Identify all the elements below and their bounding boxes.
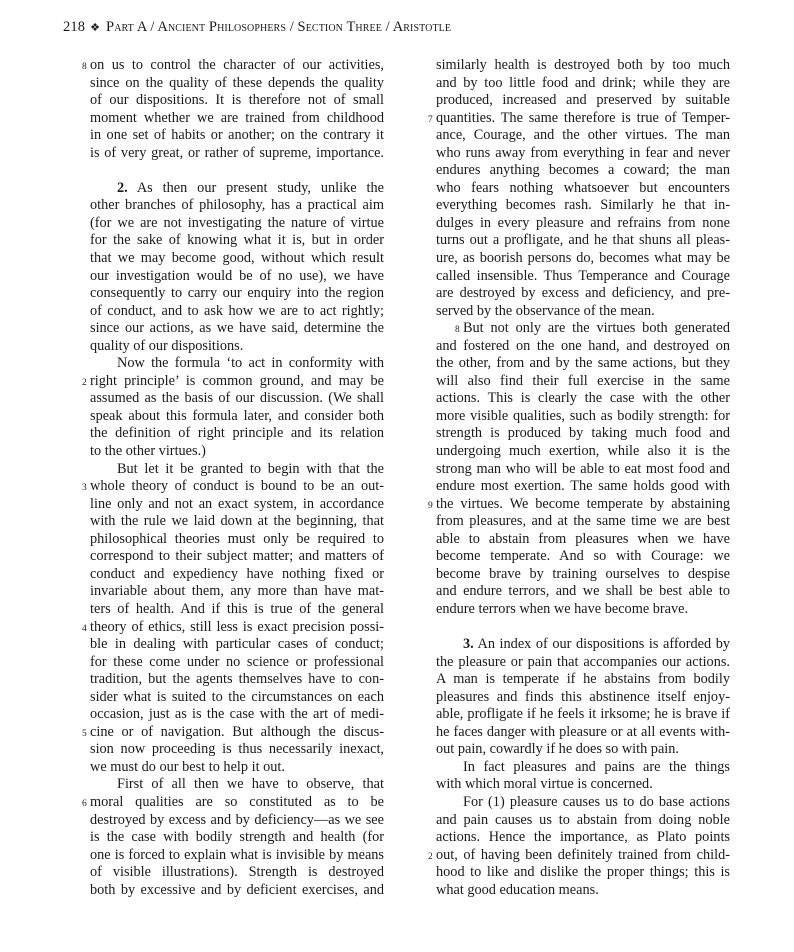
line-text: Now the formula ‘to act in conformity with [117,355,384,372]
line-text: dulges in every pleasure and refrains from none [436,214,730,231]
text-line [436,864,730,882]
text-line [90,320,384,338]
margin-section-number: 8 [455,325,460,336]
paragraph-gap [90,162,384,180]
text-line [90,812,384,830]
line-text: destroyed by excess and by deficiency—as we see [90,811,384,828]
line-text: ure, as boorish persons do, becomes what may be [436,250,730,267]
text-line [90,759,384,777]
text-line [436,671,730,689]
text-line [90,303,384,321]
line-text: In fact pleasures and pains are the things [463,758,730,775]
line-text: sider what is suited to the circumstances on each [90,688,384,705]
line-text: philosophical theories must only be required to [90,530,384,547]
line-text: we must do our best to help it out. [90,758,285,775]
text-line [90,776,384,794]
line-text: quality of our dispositions. [90,337,244,354]
text-line [436,461,730,479]
text-line [436,583,730,601]
line-text: served by the observance of the mean. [436,302,655,319]
text-line [82,618,384,637]
line-text: become temperate. And so with Courage: we [436,548,730,565]
line-text: one is forced to explain what is invisible by means [90,846,384,863]
line-text: ble in dealing with particular cases of conduct; [90,636,384,653]
line-text: for these come under no science or professional [90,653,384,670]
text-line [436,303,730,321]
line-text: the definition of right principle and its relation [90,425,384,442]
line-text: correspond to their subject matter; and matters of [90,548,384,565]
line-text: with which moral virtue is concerned. [436,776,653,793]
text-line [436,127,730,145]
text-line [436,654,730,672]
line-text: he faces danger with pleasure or at all events with- [436,723,730,740]
margin-section-number: 9 [428,500,433,511]
line-text: who fears nothing whatsoever but encounters [436,179,730,196]
text-line [90,461,384,479]
line-text: of conduct, and to ask how we are to act rightly; [90,302,384,319]
line-text: is the case with bodily strength and health (for [90,829,384,846]
line-text: that we may become good, without which result [90,250,384,267]
text-line [90,671,384,689]
line-text: right principle’ is common ground, and may be [90,372,384,389]
line-text: our investigation would be of no use), we have [90,267,384,284]
text-line [90,601,384,619]
line-text: For (1) pleasure causes us to do base actions [463,793,730,810]
line-text: out, of having been definitely trained from child- [436,846,730,863]
line-text: everything becomes rash. Similarly he that in- [436,197,730,214]
text-line [436,601,730,619]
page-number: 218 [63,19,86,35]
line-text: But let it be granted to begin with that the [117,460,384,477]
line-text: turns out a profligate, and he that shuns all pleas- [436,232,730,249]
text-line [436,513,730,531]
text-line [90,882,384,900]
text-line [90,232,384,250]
text-line [436,180,730,198]
text-line [90,583,384,601]
line-text: what good education means. [436,881,599,898]
text-line [436,92,730,110]
text-line [428,109,730,128]
text-line [436,812,730,830]
text-line [82,478,384,496]
text-line [436,338,730,356]
text-line [436,162,730,180]
text-line [90,496,384,514]
text-line [82,723,384,742]
text-line [90,636,384,654]
line-text: strength is produced by taking much food and [436,425,730,442]
text-line [90,215,384,233]
line-text: since our actions, as we have said, determine the [90,320,384,337]
text-line [90,145,384,163]
line-text: undergoing much exertion, while also it is the [436,443,730,460]
margin-section-number: 5 [82,728,87,739]
line-text: hood to like and dislike the proper things; this is [436,864,730,881]
line-text: A man is temperate if he abstains from bodily [436,671,730,688]
line-text: the pleasure or pain that accompanies our actions. [436,653,730,670]
text-line [90,425,384,443]
line-text: actions. This is clearly the case with the other [436,390,730,407]
line-text: sion now proceeding is thus necessarily inexact, [90,741,384,758]
text-line [436,232,730,250]
line-text: who runs away from everything in fear and never [436,144,730,161]
line-text: line only and not an exact system, in accordance [90,495,384,512]
text-line [436,829,730,847]
text-line [436,145,730,163]
margin-section-number: 2 [428,851,433,862]
text-line [82,793,384,812]
line-text: invariable about them, any more than have mat- [90,583,384,600]
line-text: tradition, but the agents themselves have to con- [90,671,384,688]
line-text: consequently to carry our enquiry into the region [90,285,384,302]
line-text: produced, increased and preserved by suitable [436,92,730,109]
paragraph-gap [436,619,730,637]
line-text: assumed as the basis of our discussion. (We shall [90,390,384,407]
margin-section-number: 4 [82,623,87,634]
line-text: is of very great, or rather of supreme, importance. [90,144,384,161]
line-text: whole theory of conduct is bound to be an out- [90,478,384,495]
text-line [436,373,730,391]
left-column [82,57,384,899]
text-line [436,636,730,654]
text-line [90,531,384,549]
margin-section-number: 3 [82,483,87,494]
ornament-icon: ❖ [90,22,101,34]
text-line [436,741,730,759]
text-line [436,355,730,373]
text-line [90,689,384,707]
line-text: quantities. The same therefore is true of Temper- [436,109,730,126]
line-text: But not only are the virtues both generated [463,320,730,337]
line-text: to the other virtues.) [90,443,206,460]
text-line [428,495,730,514]
line-text: endure most exertion. The same holds good with [436,478,730,495]
running-header [63,19,451,36]
line-text: First of all then we have to observe, that [117,776,384,793]
line-text: theory of ethics, still less is exact precision possi- [90,618,384,635]
margin-section-number: 2 [82,377,87,388]
text-line [436,706,730,724]
text-line [90,355,384,373]
line-text: actions. Hence the importance, as Plato points [436,829,730,846]
text-line [436,320,730,338]
line-text: and pain causes us to abstain from doing noble [436,811,730,828]
text-line [90,390,384,408]
text-line [436,794,730,812]
right-column [428,57,730,899]
text-line [90,268,384,286]
text-line [90,741,384,759]
line-text: the other, from and by the same actions, but they [436,355,730,372]
section-number: 3. [463,636,474,653]
text-line [436,408,730,426]
line-text: out pain, cowardly if he does so with pain. [436,741,679,758]
text-line [82,57,384,75]
text-line [436,531,730,549]
text-line [90,75,384,93]
line-text: occasion, just as is the case with the art of medi- [90,706,384,723]
text-line [436,250,730,268]
line-text: will also find their full exercise in the same [436,372,730,389]
line-text: An index of our dispositions is afforded by [473,636,730,653]
text-line [436,882,730,900]
text-line [90,443,384,461]
text-line [90,127,384,145]
line-text: moment whether we are trained from childhood [90,109,384,126]
text-line [436,759,730,777]
text-line [90,180,384,198]
text-line [436,548,730,566]
text-line [436,566,730,584]
text-line [428,846,730,865]
text-line [90,197,384,215]
text-line [436,215,730,233]
text-line [90,250,384,268]
text-line [90,408,384,426]
text-line [90,92,384,110]
line-text: able to abstain from pleasures when we have [436,530,730,547]
section-number: 2. [117,179,128,196]
line-text: able, profligate if he feels it irksome; he is brave if [436,706,730,723]
text-line [436,268,730,286]
line-text: more visible qualities, such as bodily strength: for [436,407,730,424]
line-text: moral qualities are so constituted as to be [90,793,384,810]
line-text: other branches of philosophy, has a practical aim [90,197,384,214]
text-line [436,425,730,443]
line-text: are destroyed by excess and deficiency, and pre- [436,285,730,302]
line-text: and endure terrors, and we shall be best able to [436,583,730,600]
line-text: with the rule we laid down at the beginning, that [90,513,384,530]
text-line [82,372,384,391]
text-line [436,776,730,794]
line-text: the virtues. We become temperate by abstaining [436,495,730,512]
text-line [90,847,384,865]
line-text: As then our present study, unlike the [127,179,384,196]
line-text: endures anything becomes a coward; the man [436,162,730,179]
line-text: and by too little food and drink; while they are [436,74,730,91]
line-text: of visible illustrations). Strength is destroyed [90,864,384,881]
line-text: and fostered on the one hand, and destroyed on [436,337,730,354]
line-text: both by excessive and by deficient exercises, and [90,881,384,898]
line-text: ance, Courage, and the other virtues. The man [436,127,730,144]
text-line [90,829,384,847]
line-text: since on the quality of these depends the quality [90,74,384,91]
text-line [90,110,384,128]
line-text: similarly health is destroyed both by too much [436,57,730,73]
text-line [90,285,384,303]
text-line [90,338,384,356]
line-text: in one set of habits or another; on the contrary it [90,127,384,144]
margin-section-number: 8 [82,62,87,72]
text-line [90,654,384,672]
line-text: ters of health. And if this is true of the general [90,600,384,617]
line-text: cine or of navigation. But although the discus- [90,723,384,740]
line-text: endure terrors when we have become brave. [436,600,689,617]
text-line [436,724,730,742]
text-line [436,75,730,93]
line-text: pleasures and finds this abstinence itself enjoy- [436,688,730,705]
text-line [436,443,730,461]
margin-section-number: 6 [82,798,87,809]
text-line [90,548,384,566]
line-text: strong man who will be able to eat most food and [436,460,730,477]
line-text: conduct and expediency have nothing fixed or [90,565,384,582]
text-line [90,864,384,882]
text-line [436,390,730,408]
text-line [436,285,730,303]
line-text: become brave by training ourselves to despise [436,565,730,582]
text-line [436,689,730,707]
header-path: Part A / Ancient Philosophers / Section Three / Aristotle [106,19,452,35]
text-line [90,513,384,531]
line-text: called insensible. Thus Temperance and Courage [436,267,730,284]
text-line [436,197,730,215]
text-line [436,478,730,496]
line-text: speak about this formula later, and consider both [90,407,384,424]
line-text: (for we are not investigating the nature of virtue [90,214,384,231]
line-text: on us to control the character of our activities, [90,57,384,73]
text-line [90,566,384,584]
text-line [436,57,730,75]
text-line [90,706,384,724]
line-text: from pleasures, and at the same time we are best [436,513,730,530]
margin-section-number: 7 [428,114,433,125]
line-text: for the sake of knowing what it is, but in order [90,232,384,249]
line-text: of our dispositions. It is therefore not of small [90,92,384,109]
